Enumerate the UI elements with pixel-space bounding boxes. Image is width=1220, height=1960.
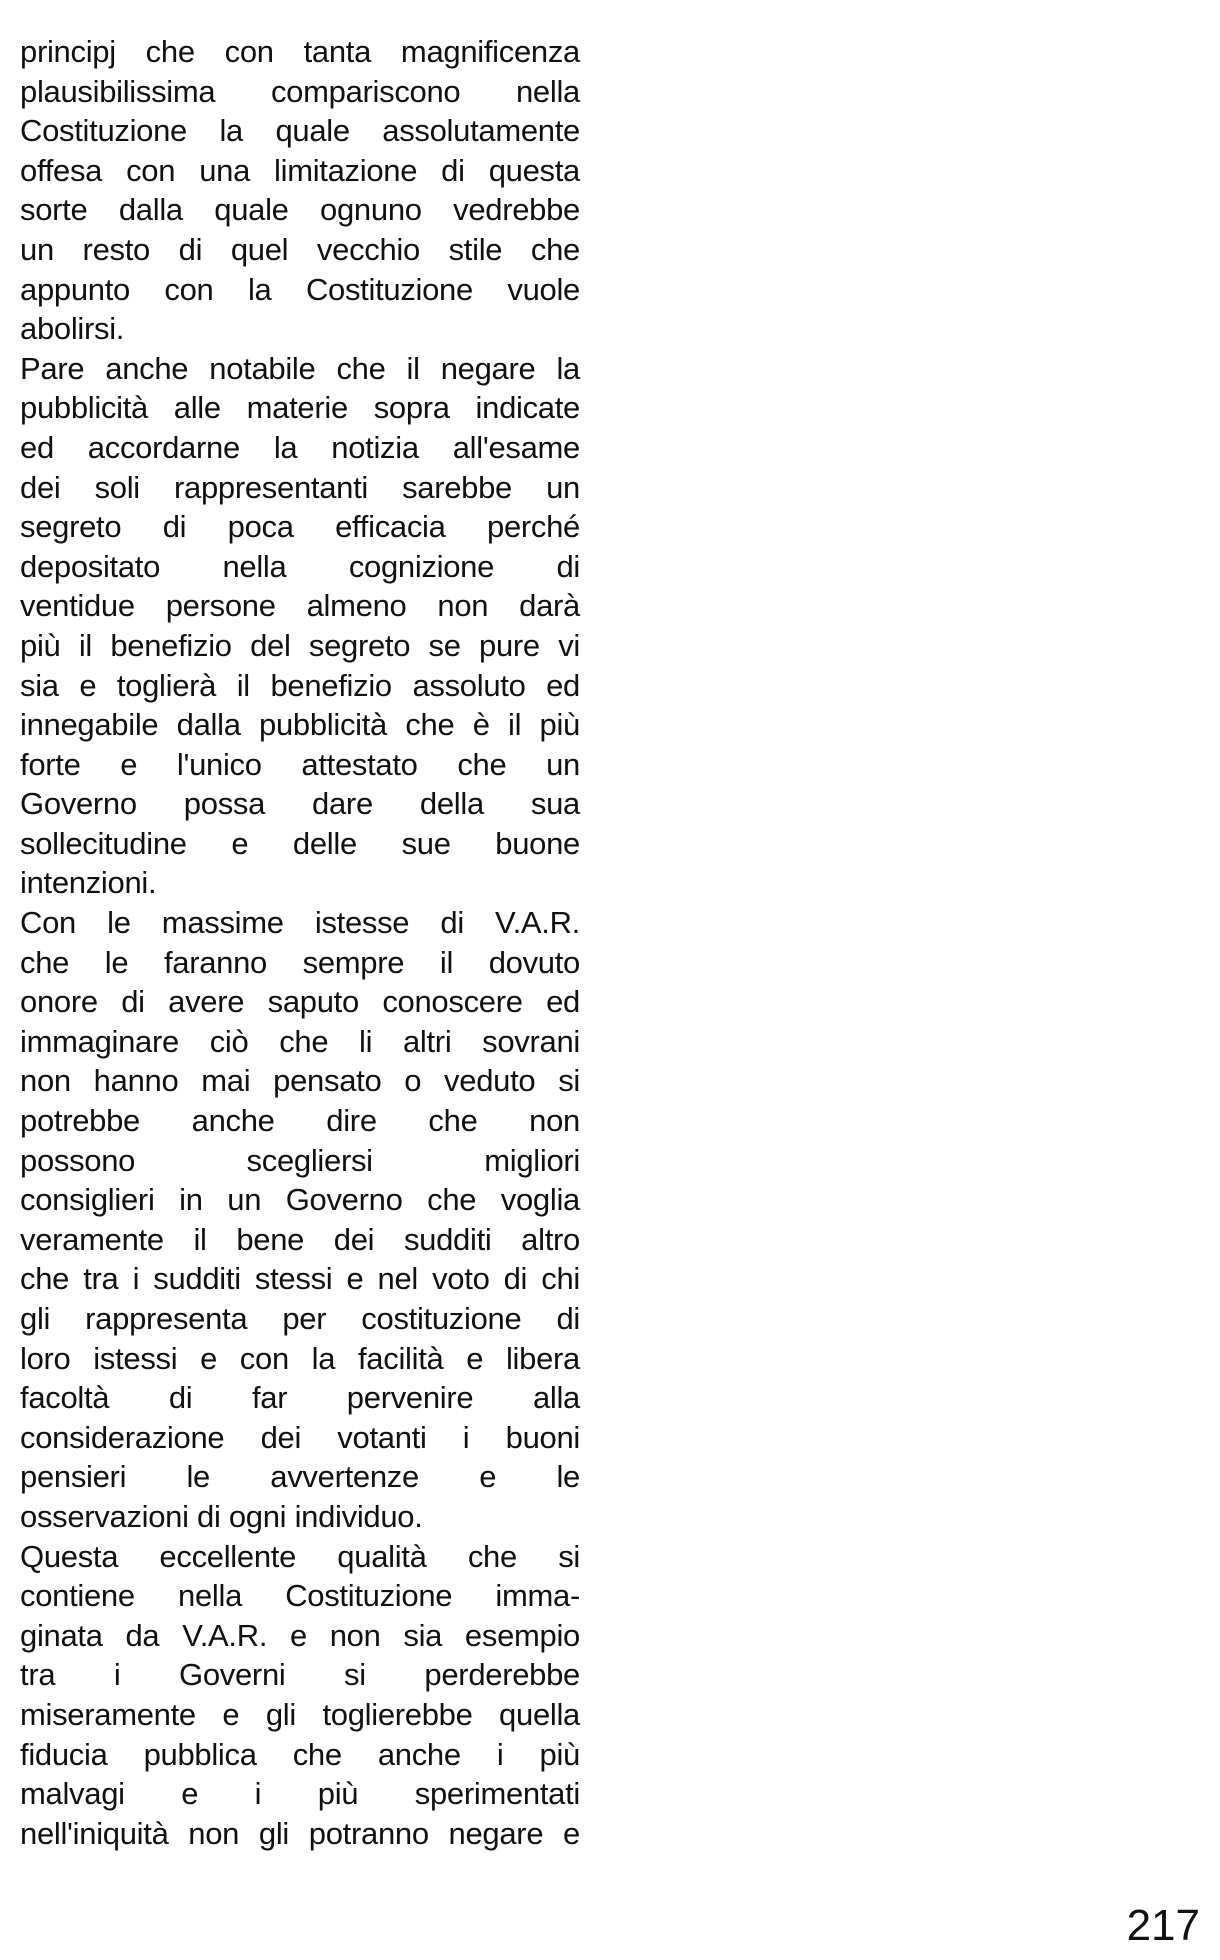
text-line: ventidue persone almeno non darà bbox=[20, 588, 580, 624]
text-line: miseramente e gli toglierebbe quella bbox=[20, 1696, 580, 1732]
text-line: considerazione dei votanti i buoni bbox=[20, 1419, 580, 1455]
text-line: facoltà di far pervenire alla bbox=[20, 1380, 580, 1416]
text-line: dei soli rappresentanti sarebbe un bbox=[20, 469, 580, 505]
text-line: loro istessi e con la facilità e libera bbox=[20, 1340, 580, 1376]
text-line: che le faranno sempre il dovuto bbox=[20, 944, 580, 980]
text-line: appunto con la Costituzione vuole bbox=[20, 271, 580, 307]
text-line: immaginare ciò che li altri sovrani bbox=[20, 1023, 580, 1059]
text-line: consiglieri in un Governo che voglia bbox=[20, 1182, 580, 1218]
text-line: Questa eccellente qualità che si bbox=[20, 1538, 580, 1574]
text-line: Governo possa dare della sua bbox=[20, 786, 580, 822]
text-line: possono scegliersi migliori bbox=[20, 1142, 580, 1178]
text-line: Costituzione la quale assolutamente bbox=[20, 113, 580, 149]
text-line: sorte dalla quale ognuno vedrebbe bbox=[20, 192, 580, 228]
text-line: innegabile dalla pubblicità che è il più bbox=[20, 707, 580, 743]
text-line: abolirsi. bbox=[20, 311, 125, 347]
text-line: intenzioni. bbox=[20, 865, 157, 901]
text-line: osservazioni di ogni individuo. bbox=[20, 1498, 423, 1534]
text-line: non hanno mai pensato o veduto si bbox=[20, 1063, 580, 1099]
text-line: sollecitudine e delle sue buone bbox=[20, 825, 580, 861]
text-line: tra i Governi si perderebbe bbox=[20, 1657, 580, 1693]
text-line: pensieri le avvertenze e le bbox=[20, 1459, 580, 1495]
page-number: 217 bbox=[1126, 1901, 1200, 1950]
text-line: veramente il bene dei sudditi altro bbox=[20, 1221, 580, 1257]
text-line: pubblicità alle materie sopra indicate bbox=[20, 390, 580, 426]
text-line: malvagi e i più sperimentati bbox=[20, 1776, 580, 1812]
text-line: ginata da V.A.R. e non sia esempio bbox=[20, 1617, 580, 1653]
text-line: plausibilissima compariscono nella bbox=[20, 73, 580, 109]
text-line: potrebbe anche dire che non bbox=[20, 1103, 580, 1139]
text-line: forte e l'unico attestato che un bbox=[20, 746, 580, 782]
text-line: un resto di quel vecchio stile che bbox=[20, 231, 580, 267]
text-line: Pare anche notabile che il negare la bbox=[20, 350, 580, 386]
text-line: depositato nella cognizione di bbox=[20, 548, 580, 584]
text-line: contiene nella Costituzione imma- bbox=[20, 1578, 580, 1614]
text-line: fiducia pubblica che anche i più bbox=[20, 1736, 580, 1772]
text-line: onore di avere saputo conoscere ed bbox=[20, 984, 580, 1020]
text-line: più il benefizio del segreto se pure vi bbox=[20, 627, 580, 663]
text-line: che tra i sudditi stessi e nel voto di chi bbox=[20, 1261, 580, 1297]
text-column bbox=[20, 32, 580, 1853]
text-line: gli rappresenta per costituzione di bbox=[20, 1301, 580, 1336]
text-line: nell'iniquità non gli potranno negare e bbox=[20, 1815, 580, 1851]
text-line: sia e toglierà il benefizio assoluto ed bbox=[20, 667, 580, 703]
text-line: segreto di poca efficacia perché bbox=[20, 509, 580, 545]
text-line: Con le massime istesse di V.A.R. bbox=[20, 905, 580, 941]
text-line: offesa con una limitazione di questa bbox=[20, 152, 580, 188]
text-line: ed accordarne la notizia all'esame bbox=[20, 429, 580, 465]
text-line: principj che con tanta magnificenza bbox=[20, 34, 580, 69]
